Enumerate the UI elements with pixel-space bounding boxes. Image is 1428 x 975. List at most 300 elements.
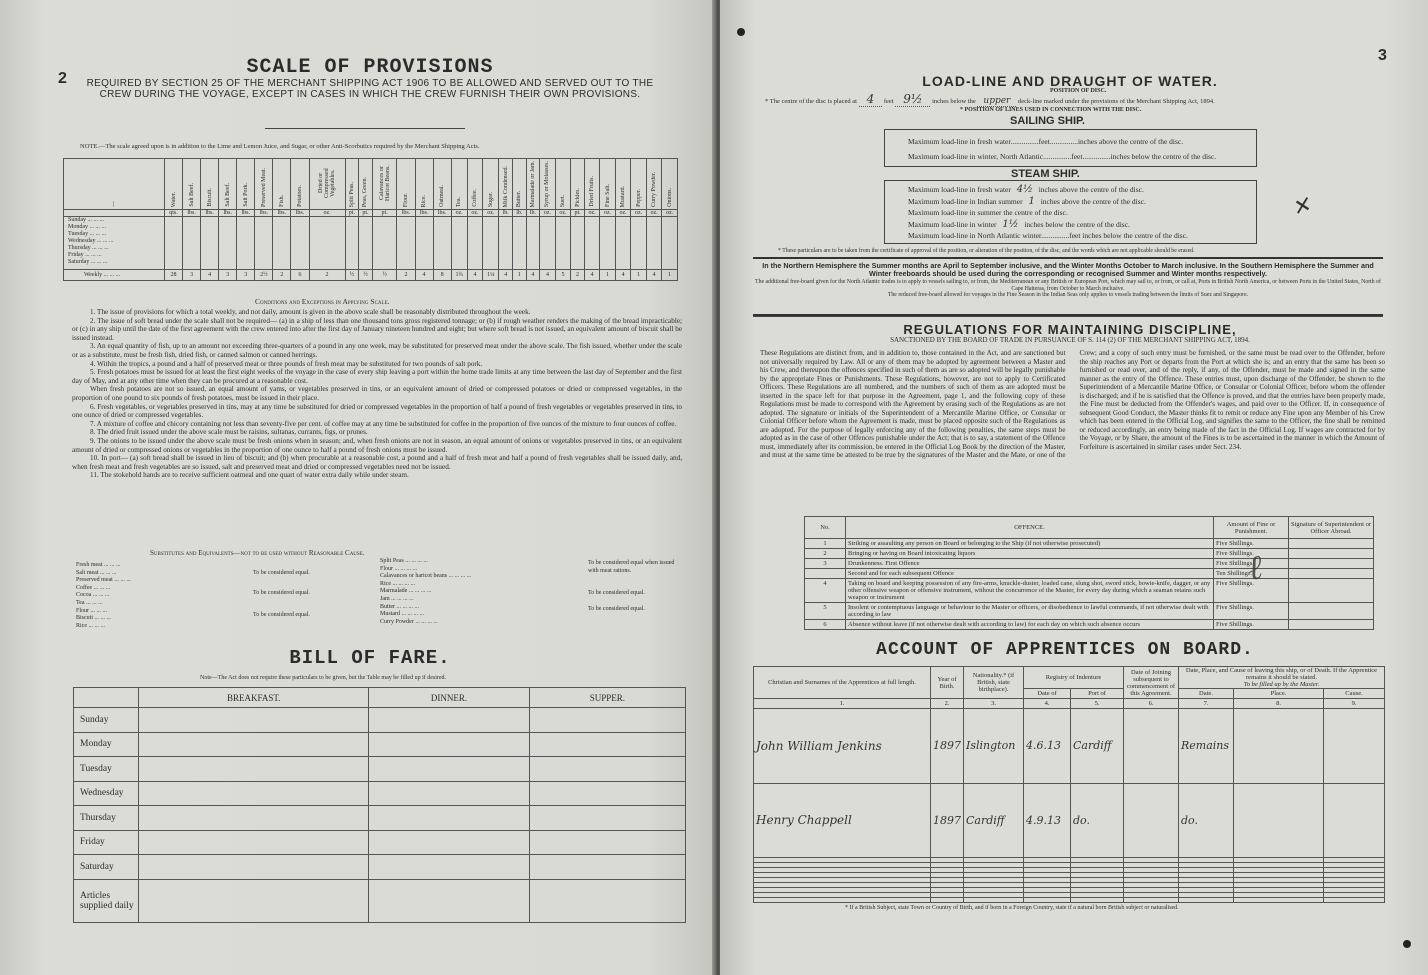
weekly-value: 3 bbox=[183, 270, 201, 281]
provisions-unit: oz. bbox=[540, 210, 556, 217]
handwritten-cross: ✕ bbox=[1288, 192, 1315, 223]
offence-text: Drunkenness. First Offence bbox=[846, 559, 1214, 569]
disc-feet-value: 4 bbox=[859, 92, 883, 107]
bill-cell bbox=[529, 879, 685, 922]
provisions-cell bbox=[433, 217, 451, 270]
weekly-value: 3 bbox=[219, 270, 237, 281]
bill-day: Sunday bbox=[74, 708, 139, 733]
indenture-port: do. bbox=[1071, 783, 1124, 858]
weekly-value: 1 bbox=[631, 270, 647, 281]
bill-day: Friday bbox=[74, 830, 139, 855]
joining-date bbox=[1124, 709, 1179, 784]
provisions-unit: oz. bbox=[662, 210, 678, 217]
provisions-column-header: Dried or Compressed Vegetables. bbox=[309, 159, 345, 210]
substitute-item: Split Peas ... ... ... ... bbox=[380, 558, 428, 564]
bill-cell bbox=[369, 806, 529, 831]
offence-signature bbox=[1289, 539, 1374, 549]
offence-row bbox=[805, 549, 1374, 559]
joining-date bbox=[1124, 897, 1179, 902]
bill-of-fare-title: BILL OF FARE. bbox=[289, 647, 451, 669]
provisions-day-list bbox=[64, 217, 165, 270]
substitute-item: Calavances or haricot beans ... ... ... ... bbox=[380, 573, 472, 580]
signature-mark: ℓ bbox=[1245, 547, 1265, 589]
page-number: 2 bbox=[58, 70, 67, 87]
weekly-value: 4 bbox=[584, 270, 600, 281]
bill-cell bbox=[139, 879, 369, 922]
provisions-unit: oz. bbox=[600, 210, 616, 217]
weekly-value: 8 bbox=[433, 270, 451, 281]
bill-row bbox=[74, 879, 686, 922]
bill-row bbox=[74, 732, 686, 757]
equal-note-3: To be considered equal. bbox=[253, 612, 310, 618]
position-of-disc: POSITION OF DISC. bbox=[1050, 88, 1107, 94]
offence-row bbox=[805, 569, 1374, 579]
leaving-place bbox=[1234, 783, 1324, 858]
bill-cell bbox=[369, 830, 529, 855]
sailing-ship-title: SAILING SHIP. bbox=[1010, 115, 1085, 127]
steam-line: Maximum load-line in summer the centre of the disc. bbox=[908, 208, 1068, 217]
provisions-unit: lb. bbox=[526, 210, 540, 217]
bill-cell bbox=[369, 732, 529, 757]
weekly-value: 1 bbox=[662, 270, 678, 281]
provisions-column-header: Salt Pork. bbox=[237, 159, 255, 210]
provisions-column-header: Potatoes. bbox=[291, 159, 309, 210]
particulars-note: * These particulars are to be taken from the certificate of approval of the position, or alteration of the position, of the disc, and the words which are not applicable should be erased. bbox=[778, 248, 1195, 254]
provisions-day: Tuesday ... ... ... bbox=[68, 231, 107, 237]
bill-row bbox=[74, 806, 686, 831]
provisions-day: Wednesday ... ... ... bbox=[68, 238, 114, 244]
condition-item: 7. A mixture of coffee and chicory containing not less than seventy-five per cent. of coffee may at any time be substituted for coffee in the proportion of five ounces of the mixture to four ounces of coffee. bbox=[90, 419, 677, 428]
provisions-column-header: Mustard. bbox=[615, 159, 631, 210]
col-year: Year of Birth. bbox=[931, 667, 964, 699]
substitute-item: Flour ... ... ... ... bbox=[380, 565, 418, 572]
column-number: 3. bbox=[964, 699, 1024, 709]
provisions-cell bbox=[615, 217, 631, 270]
provisions-cell bbox=[631, 217, 647, 270]
substitute-item: Salt meat ... ... ... bbox=[76, 569, 117, 576]
bill-day: Monday bbox=[74, 732, 139, 757]
provisions-column-header: Tea. bbox=[451, 159, 467, 210]
column-number: 5. bbox=[1071, 699, 1124, 709]
provisions-column-header: Dried Fruits. bbox=[584, 159, 600, 210]
condition-item: 9. The onions to be issued under the above scale must be fresh onions when in season; and, when fresh onions are not in season, an equal amount of onions or vegetables preserved in tins, or an equivalent amount of dried or compressed onions or vegetables in the proportion of one ounce to half a pound of fresh onions must be issued. bbox=[72, 436, 682, 454]
provisions-column-header: Salt Beef. bbox=[219, 159, 237, 210]
offence-number: 4 bbox=[805, 579, 846, 603]
equal-note-4: To be considered equal. bbox=[588, 590, 645, 596]
provisions-cell bbox=[662, 217, 678, 270]
offence-text: Taking on board and keeping possession of any fire-arms, knuckle-duster, loaded cane, slung shot, sword stick, bowie-knife, dagger, or any other offensive weapon or offensive instrument, without the concurrence of the Master, for every day during which a seaman retains such weapon or instrument bbox=[846, 579, 1214, 603]
provisions-table: — Water. Salt Beef. Biscuit. Salt Beef. Salt Pork. Preserved Meat. Fish. Potatoes. Dried or Compressed Vegetables. Split Peas. Peas, Green. Calavances or Haricot Beans. Flour. Rice. Oatmeal. Tea. Coffee. Sugar. Milk Condensed. Butter. Marmalade or Jam. Syrup or Molasses. Suet. Pickles. Dried Fruits. Fine Salt. Mustard. Pepper. Curry Powder. Onions. qts. lbs. lbs. lbs. lbs. lbs. lbs. lbs. oz. pt. pt. pt. lbs. lbs. lbs. oz. oz. oz. lb. lb. lb. oz. oz. pt. oz. oz. oz. oz. oz. oz. Sunday ... ... ... Monday ... ... ... Tuesday ... ... ... Wednesday ... ... ... Thursday ... ... ... Friday ... ... ... Saturday ... ... ... Weekly ... ... ... 28 3 4 3 3 2½ 2 6 2 ½ ½ ½ 2 4 8 1¾ 4 1¼ 4 1 4 4 5 2 4 1 4 1 4 1 bbox=[63, 158, 678, 281]
bill-cell bbox=[139, 806, 369, 831]
bill-day: Thursday bbox=[74, 806, 139, 831]
bill-header: DINNER. bbox=[369, 688, 529, 708]
offence-signature bbox=[1289, 559, 1374, 569]
apprentice-name: John William Jenkins bbox=[754, 709, 931, 784]
weekly-value: 28 bbox=[165, 270, 183, 281]
offence-text: Absence without leave (if not otherwise dealt with according to law) for each day on which such absence occurs bbox=[846, 620, 1214, 630]
provisions-day: Thursday ... ... ... bbox=[68, 245, 109, 251]
provisions-cell bbox=[555, 217, 571, 270]
provisions-column-header: Fine Salt. bbox=[600, 159, 616, 210]
condition-item: 5. Fresh potatoes must be issued for at least the first eight weeks of the voyage in the case of every ship leaving a port within the home trade limits at any time between the last day of September and the first day of May, and at any other time when they can be procured at a reasonable cost. bbox=[72, 368, 683, 385]
weekly-value: 1¾ bbox=[451, 270, 467, 281]
weekly-value: 4 bbox=[646, 270, 662, 281]
offence-fine: Five Shillings. bbox=[1214, 603, 1289, 620]
conditions-heading: Conditions and Exceptions in Applying Scale. bbox=[255, 297, 390, 306]
offence-fine: Ten Shillings. bbox=[1214, 569, 1289, 579]
indenture-date: 4.9.13 bbox=[1024, 783, 1071, 858]
provisions-cell bbox=[309, 217, 345, 270]
weekly-value: 4 bbox=[467, 270, 483, 281]
equal-note-5: To be considered equal. bbox=[588, 606, 645, 612]
seasons-note: In the Northern Hemisphere the Summer months are April to September inclusive, and the Winter Months October to March inclusive. In the Southern Hemisphere the Summer and Winter freeboards should be used during the corresponding or recognised Summer and Winter months respectively. bbox=[762, 261, 1374, 279]
empty-row bbox=[754, 897, 1385, 902]
provisions-unit: oz. bbox=[309, 210, 345, 217]
offence-signature bbox=[1289, 603, 1374, 620]
page-subtitle: REQUIRED BY SECTION 25 OF THE MERCHANT SHIPPING ACT 1906 TO BE ALLOWED AND SERVED OUT TO THE CREW DURING THE VOYAGE, EXCEPT IN CASES IN WHICH THE CREW FURNISH THEIR OWN PROVISIONS. bbox=[86, 78, 654, 100]
seasons-box bbox=[753, 257, 1383, 316]
substitute-item: Preserved meat ... ... ... bbox=[76, 577, 131, 584]
bill-cell bbox=[369, 708, 529, 733]
indenture-date bbox=[1024, 897, 1071, 902]
bill-cell bbox=[139, 781, 369, 806]
provisions-column-header: Curry Powder. bbox=[646, 159, 662, 210]
substitute-item: Cocoa ... ... ... bbox=[76, 592, 110, 599]
provisions-column-header: Milk Condensed. bbox=[499, 159, 513, 210]
provisions-column-header: Peas, Green. bbox=[359, 159, 373, 210]
bill-row bbox=[74, 757, 686, 782]
offence-signature bbox=[1289, 579, 1374, 603]
offence-fine: Five Shillings. bbox=[1214, 549, 1289, 559]
provisions-note: NOTE.—The scale agreed upon is in addition to the Lime and Lemon Juice, and Sugar, or other Anti-Scorbutics required by the Merchant Shipping Acts. bbox=[80, 143, 480, 150]
bill-of-fare-note: Note—The Act does not require these particulars to be given, but the Table may be filled up if desired. bbox=[200, 675, 447, 681]
provisions-column-header: Biscuit. bbox=[201, 159, 219, 210]
offence-table bbox=[804, 516, 1374, 630]
weekly-value: 4 bbox=[415, 270, 433, 281]
bill-cell bbox=[529, 757, 685, 782]
substitute-item: Rice ... ... ... bbox=[76, 622, 105, 629]
provisions-column-header: Rice. bbox=[415, 159, 433, 210]
handwritten-value: 1 bbox=[1028, 195, 1035, 207]
offence-fine: Five Shillings. bbox=[1214, 539, 1289, 549]
footnote: * If a British Subject, state Town or Country of Birth, and if born in a Foreign Country, state if a natural born British subject or naturalised. bbox=[845, 905, 1179, 911]
sailing-line: Maximum load-line in winter, North Atlantic...............feet...............inches below the centre of the disc. bbox=[908, 152, 1217, 161]
bill-cell bbox=[529, 732, 685, 757]
provisions-column-header: Fish. bbox=[273, 159, 291, 210]
steam-ship-box bbox=[884, 180, 1257, 244]
divider bbox=[265, 128, 465, 129]
offence-header: Signature of Superintendent or Officer Abroad. bbox=[1289, 517, 1374, 539]
weekly-value: 4 bbox=[540, 270, 556, 281]
offence-row bbox=[805, 603, 1374, 620]
column-number: 2. bbox=[931, 699, 964, 709]
apprentice-name: Henry Chappell bbox=[754, 783, 931, 858]
bill-day: Wednesday bbox=[74, 781, 139, 806]
weekly-label: Weekly ... ... ... bbox=[64, 270, 165, 281]
offence-number: 1 bbox=[805, 539, 846, 549]
provisions-cell bbox=[273, 217, 291, 270]
regulations-subtitle: SANCTIONED BY THE BOARD OF TRADE IN PURSUANCE OF S. 114 (2) OF THE MERCHANT SHIPPING ACT, 1894. bbox=[890, 336, 1250, 344]
indenture-port bbox=[1071, 897, 1124, 902]
provisions-unit: lbs. bbox=[219, 210, 237, 217]
provisions-day: Sunday ... ... ... bbox=[68, 217, 104, 223]
provisions-cell bbox=[397, 217, 415, 270]
offence-number: 6 bbox=[805, 620, 846, 630]
weekly-value: 1 bbox=[513, 270, 527, 281]
weekly-value: ½ bbox=[345, 270, 359, 281]
substitutes-right bbox=[380, 558, 580, 626]
provisions-unit: pt. bbox=[372, 210, 397, 217]
provisions-cell bbox=[571, 217, 585, 270]
provisions-day: Friday ... ... ... bbox=[68, 252, 102, 258]
regulations-text: These Regulations are distinct from, and in addition to, those contained in the Act, and are sanctioned but not universally required by Law. All or any of them may be adopted by agreement between a Master and his Crew, and thereupon the offences specified in such of them as are so adopted will be legally punishable by the appropriate Fines or Punishments. These Regulations, however, are not to apply to Certificated Officers. These Regulations are all numbered, and the numbers of such of them as are adopted must be inserted in the space left for that purpose in the Agreement, page 1, and the following copy of these Regulations must be made to correspond with the Agreement by erasing such of the Regulations as are not adopted. The signature or initials of the Superintendent of a Mercantile Marine Office, or Consular or Colonial Officer before whom the Agreement is made, must be placed opposite such of the Regulations as are adopted. For the purpose of legally enforcing any of the following penalties, the same steps must be adopted as in the case of other Offences punishable under the Act; that is to say, a statement of the Offence must, immediately after its commission, be entered in the Official Log Book by the direction of the Master, and must at the same time be attested to be true by the signatures of the Master and the Mate, or one of the Crew; and a copy of such entry must be furnished, or the same must be read over to the Offender, before the ship reaches any Port or departs from the Port at which she is; and an entry that the same has been so furnished or read over, and of the reply, if any, of the Offender, must be made and signed in the same manner as the entry of the Offence. These entries must, upon discharge of the Offender, be shown to the Superintendent of a Mercantile Marine Office, or Consular or Colonial Officer, before whom the offender is discharged; and if he is satisfied that the Offence is proved, and that the entries have been properly made, the Fine must be deducted from the Offender's wages, and paid over to the Officer. If, in consequence of subsequent Good Conduct, the Master thinks fit to remit or reduce any Fine upon any Member of his Crew which has been entered in the Official Log, and signifies the same to the Officer, the fine shall be remitted or reduced accordingly, an entry being made of the fact in the Official Log. If wages are contracted for by the Voyage, or by Share, the amount of the Fines is to be ascertained in the manner in which the Amount of Forfeiture is ascertained in similar cases under Sect. 234. bbox=[760, 349, 1385, 459]
substitute-item: Coffee ... ... ... bbox=[76, 584, 111, 591]
provisions-column-header: Pickles. bbox=[571, 159, 585, 210]
offence-number bbox=[805, 569, 846, 579]
provisions-column-header: Oatmeal. bbox=[433, 159, 451, 210]
provisions-column-header: Pepper. bbox=[631, 159, 647, 210]
provisions-cell bbox=[451, 217, 467, 270]
provisions-column-header: Preserved Meat. bbox=[255, 159, 273, 210]
provisions-unit: oz. bbox=[483, 210, 499, 217]
steam-line: Maximum load-line in Indian summer 1 inches above the centre of the disc. bbox=[908, 195, 1146, 207]
provisions-unit: pt. bbox=[345, 210, 359, 217]
substitute-item: Rice ... ... ... ... bbox=[380, 580, 415, 587]
apprentice-row bbox=[754, 709, 1385, 784]
provisions-unit: lbs. bbox=[201, 210, 219, 217]
column-number: 4. bbox=[1024, 699, 1071, 709]
provisions-cell bbox=[255, 217, 273, 270]
bill-cell bbox=[139, 855, 369, 880]
weekly-value: 3 bbox=[237, 270, 255, 281]
provisions-cell bbox=[165, 217, 183, 270]
bill-cell bbox=[139, 732, 369, 757]
weekly-value: 1¼ bbox=[483, 270, 499, 281]
condition-item: 8. The dried fruit issued under the above scale must be raisins, sultanas, currants, figs, or prunes. bbox=[90, 428, 368, 437]
offence-text: Striking or assaulting any person on Board or belonging to the Ship (if not otherwise prosecuted) bbox=[846, 539, 1214, 549]
provisions-cell bbox=[291, 217, 309, 270]
bill-day: Saturday bbox=[74, 855, 139, 880]
offence-text: Bringing or having on Board intoxicating liquors bbox=[846, 549, 1214, 559]
provisions-cell bbox=[513, 217, 527, 270]
leaving-date bbox=[1179, 897, 1234, 902]
provisions-cell bbox=[219, 217, 237, 270]
provisions-cell bbox=[526, 217, 540, 270]
condition-item: 4. Within the tropics, a pound and a half of preserved meat or three pounds of fresh meat may be substituted for two pounds of salt pork. bbox=[90, 359, 483, 368]
provisions-column-header: Calavances or Haricot Beans. bbox=[372, 159, 397, 210]
provisions-unit: lbs. bbox=[397, 210, 415, 217]
apprentice-year: 1897 bbox=[931, 783, 964, 858]
leaving-date: Remains bbox=[1179, 709, 1234, 784]
condition-item: 11. The stokehold hands are to receive sufficient oatmeal and one quart of water extra daily while under steam. bbox=[90, 471, 409, 480]
offence-header: No. bbox=[805, 517, 846, 539]
page-title: SCALE OF PROVISIONS bbox=[246, 56, 494, 79]
provisions-unit: lb. bbox=[499, 210, 513, 217]
offence-text: Second and for each subsequent Offence bbox=[846, 569, 1214, 579]
handwritten-value: 4½ bbox=[1016, 184, 1033, 195]
provisions-unit: lbs. bbox=[237, 210, 255, 217]
substitute-item: Marmalade ... ... ... ... bbox=[380, 588, 432, 595]
provisions-column-header: Split Peas. bbox=[345, 159, 359, 210]
column-number: 6. bbox=[1124, 699, 1179, 709]
leaving-cause bbox=[1324, 709, 1385, 784]
provisions-unit: lbs. bbox=[433, 210, 451, 217]
apprentice-year: 1897 bbox=[931, 709, 964, 784]
offence-signature bbox=[1289, 569, 1374, 579]
steam-ship-title: STEAM SHIP. bbox=[1011, 168, 1080, 180]
right-page bbox=[720, 0, 1428, 975]
provisions-column-header: Onions. bbox=[662, 159, 678, 210]
col-name: Christian and Surnames of the Apprentices at full length. bbox=[754, 667, 931, 699]
substitute-item: Curry Powder ... ... ... ... bbox=[380, 618, 438, 625]
substitute-item: Biscuit ... ... ... bbox=[76, 615, 112, 622]
provisions-unit: lbs. bbox=[415, 210, 433, 217]
weekly-value: 4 bbox=[526, 270, 540, 281]
leaving-date: do. bbox=[1179, 783, 1234, 858]
weekly-value: 5 bbox=[555, 270, 571, 281]
provisions-unit: lbs. bbox=[255, 210, 273, 217]
bill-row bbox=[74, 781, 686, 806]
weekly-value: 4 bbox=[499, 270, 513, 281]
provisions-cell bbox=[359, 217, 373, 270]
substitute-item: Tea ... ... ... bbox=[76, 599, 103, 606]
provisions-cell bbox=[600, 217, 616, 270]
equal-note-2: To be considered equal. bbox=[253, 590, 310, 596]
substitute-item: Jam ... ... ... ... bbox=[380, 595, 414, 602]
punch-hole bbox=[1403, 940, 1411, 948]
condition-item: 3. An equal quantity of fish, up to an amount not exceeding three-quarters of a pound in any one week, may be substituted for preserved meat under the above scale. The fish issued, whether under the scale or as a substitute, must be fresh fish, dried fish, or canned salmon or canned herrings. bbox=[72, 342, 682, 359]
joining-date bbox=[1124, 783, 1179, 858]
provisions-unit: oz. bbox=[555, 210, 571, 217]
provisions-unit: lbs. bbox=[291, 210, 309, 217]
condition-item: 1. The issue of provisions for which a total weekly, and not daily, amount is given in the above scale shall be reasonably distributed throughout the week. bbox=[90, 308, 531, 316]
offence-fine: Five Shillings. bbox=[1214, 579, 1289, 603]
bill-day: Tuesday bbox=[74, 757, 139, 782]
bill-header: BREAKFAST. bbox=[139, 688, 369, 708]
provisions-weekly-row bbox=[64, 270, 678, 281]
provisions-cell bbox=[372, 217, 397, 270]
indenture-port: Cardiff bbox=[1071, 709, 1124, 784]
offence-header: OFFENCE. bbox=[846, 517, 1214, 539]
column-number: 8. bbox=[1234, 699, 1324, 709]
weekly-value: 4 bbox=[615, 270, 631, 281]
indian-seas-note: The reduced free-board allowed for voyages in the Fine Season in the Indian Seas only applies to vessels trading between the limits of Suez and Singapore. bbox=[887, 292, 1249, 299]
steam-line: Maximum load-line in fresh water 4½ inches above the centre of the disc. bbox=[908, 184, 1144, 195]
provisions-unit: qts. bbox=[165, 210, 183, 217]
provisions-unit: lb. bbox=[513, 210, 527, 217]
steam-line: Maximum load-line in North Atlantic winter...............feet inches below the centre of the disc. bbox=[908, 231, 1188, 240]
apprentice-row bbox=[754, 783, 1385, 858]
bill-of-fare-table bbox=[73, 687, 686, 923]
bill-row bbox=[74, 855, 686, 880]
offence-number: 2 bbox=[805, 549, 846, 559]
col-registry: Registry of Indenture bbox=[1024, 667, 1124, 689]
provisions-unit: pt. bbox=[571, 210, 585, 217]
condition-item: 6. Fresh vegetables, or vegetables preserved in tins, may at any time be substituted for dried or compressed vegetables in the proportion of half a pound of fresh vegetables or vegetables preserved in tins, to one ounce of dried or compressed vegetables. bbox=[72, 402, 682, 420]
bill-cell bbox=[139, 830, 369, 855]
provisions-unit: oz. bbox=[451, 210, 467, 217]
offence-row bbox=[805, 620, 1374, 630]
divider bbox=[753, 316, 1383, 317]
bill-cell bbox=[529, 806, 685, 831]
bill-cell bbox=[529, 830, 685, 855]
conditions-list bbox=[72, 308, 682, 480]
weekly-value: 2½ bbox=[255, 270, 273, 281]
provisions-column-header: Suet. bbox=[555, 159, 571, 210]
provisions-cell bbox=[415, 217, 433, 270]
provisions-unit: oz. bbox=[467, 210, 483, 217]
provisions-column-header: Flour. bbox=[397, 159, 415, 210]
disc-inches-value: 9½ bbox=[895, 92, 930, 107]
weekly-value: 2 bbox=[309, 270, 345, 281]
column-number: 9. bbox=[1324, 699, 1385, 709]
provisions-column-header: Marmalade or Jam. bbox=[526, 159, 540, 210]
weekly-value: 2 bbox=[397, 270, 415, 281]
apprentice-nationality: Islington bbox=[964, 709, 1024, 784]
offence-fine: Five Shillings. bbox=[1214, 559, 1289, 569]
bill-cell bbox=[369, 879, 529, 922]
weekly-value: 6 bbox=[291, 270, 309, 281]
provisions-unit: oz. bbox=[615, 210, 631, 217]
provisions-cell bbox=[584, 217, 600, 270]
leaving-cause bbox=[1324, 783, 1385, 858]
disc-position-line: * The centre of the disc is placed at 4 feet 9½ inches below the upper deck-line marked under the provisions of the Merchant Shipping Act, 1894. bbox=[765, 92, 1215, 106]
provisions-cell bbox=[540, 217, 556, 270]
bill-cell bbox=[369, 855, 529, 880]
leaving-cause bbox=[1324, 897, 1385, 902]
offence-row bbox=[805, 579, 1374, 603]
apprentices-title: ACCOUNT OF APPRENTICES ON BOARD. bbox=[876, 640, 1254, 660]
provisions-unit: oz. bbox=[631, 210, 647, 217]
provisions-cell bbox=[201, 217, 219, 270]
offence-number: 3 bbox=[805, 559, 846, 569]
provisions-cell bbox=[499, 217, 513, 270]
provisions-cell bbox=[483, 217, 499, 270]
weekly-value: ½ bbox=[359, 270, 373, 281]
provisions-column-header: Water. bbox=[165, 159, 183, 210]
offence-fine: Five Shillings. bbox=[1214, 620, 1289, 630]
provisions-cell bbox=[183, 217, 201, 270]
offence-signature bbox=[1289, 620, 1374, 630]
weekly-value: 2 bbox=[571, 270, 585, 281]
apprentice-nationality: Cardiff bbox=[964, 783, 1024, 858]
substitute-item: Flour ... ... ... bbox=[76, 607, 108, 614]
condition-item: When fresh potatoes are not so issued, an equal amount of yams, or vegetables preserved in tins, or an equivalent amount of dried or compressed potatoes or dried or compressed vegetables, in the proportion of one pound to six pounds of fresh potatoes, must be issued in their place. bbox=[72, 385, 682, 402]
provisions-unit: lbs. bbox=[183, 210, 201, 217]
provisions-days-row bbox=[64, 217, 678, 270]
offence-header: Amount of Fine or Punishment. bbox=[1214, 517, 1289, 539]
indenture-date: 4.6.13 bbox=[1024, 709, 1071, 784]
substitute-item: Mustard ... ... ... ... bbox=[380, 611, 424, 618]
bill-cell bbox=[139, 708, 369, 733]
equal-note-meat: To be considered equal when issued with meat rations. bbox=[588, 560, 675, 574]
apprentice-year bbox=[931, 897, 964, 902]
offence-number: 5 bbox=[805, 603, 846, 620]
column-number: 1. bbox=[754, 699, 931, 709]
substitute-item: Fresh meat ... ... ... bbox=[76, 562, 121, 568]
provisions-cell bbox=[345, 217, 359, 270]
provisions-column-header: Sugar. bbox=[483, 159, 499, 210]
bill-cell bbox=[139, 757, 369, 782]
provisions-unit: pt. bbox=[359, 210, 373, 217]
regulations-title: REGULATIONS FOR MAINTAINING DISCIPLINE, bbox=[903, 322, 1237, 337]
provisions-column-header: Butter. bbox=[513, 159, 527, 210]
offence-signature bbox=[1289, 549, 1374, 559]
offence-text: Insolent or contemptuous language or behaviour to the Master or officers, or disobedience to lawful commands, if not otherwise dealt with according to law bbox=[846, 603, 1214, 620]
sailing-line: Maximum load-line in fresh water...............feet...............inches above the centre of the disc. bbox=[908, 137, 1184, 146]
apprentices-table: Christian and Surnames of the Apprentices at full length. Year of Birth. Nationality.* (if British, state birthplace). Registry of Indenture Date of Joining subsequent to commencement of this Agreement. Date, Place, and Cause of leaving this ship, or of Death. If the Apprentice remains it should be stated. To be filled up by the Master. Date of Port of Date. Place. Cause. 1. 2. 3. 4. 5. 6. 7. 8. 9. John William Jenkins 1897 Islington 4.6.13 Cardiff Remains Henry Chappell 1897 Cardiff 4.9.13 do. do. bbox=[753, 666, 1385, 903]
handwritten-value: 1½ bbox=[1002, 218, 1019, 230]
